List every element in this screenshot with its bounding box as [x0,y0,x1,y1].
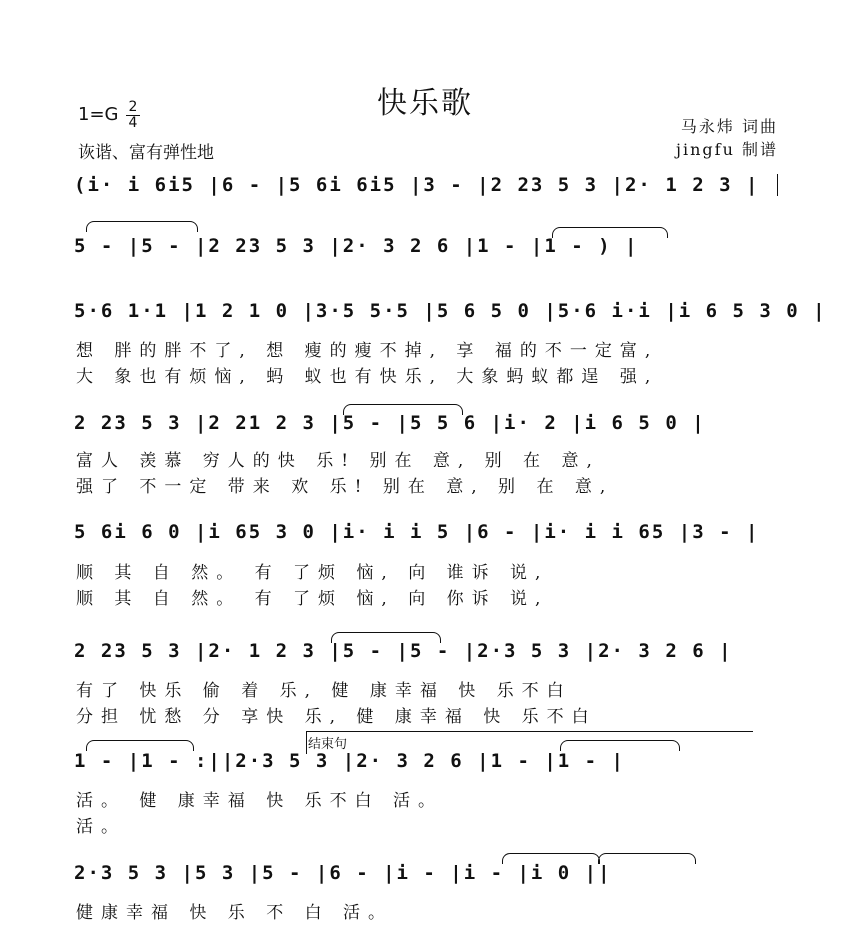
notation-line: 5·6 1·1 |1 2 1 0 |3·5 5·5 |5 6 5 0 |5·6 i·i |i 6 5 3 0 | [74,300,827,322]
lyric-line: 大 象也有烦恼, 蚂 蚁也有快乐, 大象蚂蚁都逞 强, [76,367,659,387]
lyric-line: 富人 羡慕 穷人的快 乐! 别在 意, 别 在 意, [76,451,600,471]
notation-line: 5 6i 6 0 |i 65 3 0 |i· i i 5 |6 - |i· i i 65 |3 - | [74,521,760,543]
bar-line [777,174,778,196]
tie-mark [598,853,696,864]
lyric-line: 强了 不一定 带来 欢 乐! 别在 意, 别 在 意, [76,477,614,497]
lyric-line: 健康幸福 快 乐 不 白 活。 [76,903,394,923]
lyric-line: 活。 健 康幸福 快 乐不白 活。 [76,791,444,811]
time-signature [126,100,140,131]
notation-line: 2 23 5 3 |2 21 2 3 |5 - |5 5 6 |i· 2 |i 6 5 0 | [74,412,706,434]
notation-line: (i· i 6i5 |6 - |5 6i 6i5 |3 - |2 23 5 3 |2· 1 2 3 | [74,174,760,196]
lyric-line: 顺 其 自 然。 有 了烦 恼, 向 谁诉 说, [76,563,549,583]
credit-words: 马永炜 词曲 [680,117,778,136]
meter-numerator: 2 [126,100,140,116]
meter-denominator: 4 [128,115,138,131]
lyric-line: 活。 [76,817,126,837]
tempo-marking: 诙谐、富有弹性地 [78,143,214,163]
lyric-line: 分担 忧愁 分 享快 乐, 健 康幸福 快 乐不白 [76,707,597,727]
lyric-line: 想 胖的胖不了, 想 瘦的瘦不掉, 享 福的不一定富, [76,341,659,361]
song-title: 快乐歌 [377,86,473,121]
lyric-line: 顺 其 自 然。 有 了烦 恼, 向 你诉 说, [76,589,549,609]
notation-line: 2·3 5 3 |5 3 |5 - |6 - |i - |i - |i 0 || [74,862,612,884]
lyric-line: 有了 快乐 偷 着 乐, 健 康幸福 快 乐不白 [76,681,572,701]
tie-mark [86,221,198,232]
ending-label: 结束句 [308,737,348,752]
notation-line: 5 - |5 - |2 23 5 3 |2· 3 2 6 |1 - |1 - ) | [74,235,639,257]
credit-score: jingfu 制谱 [676,140,778,159]
notation-line: 1 - |1 - :||2·3 5 3 |2· 3 2 6 |1 - |1 - | [74,750,625,772]
notation-line: 2 23 5 3 |2· 1 2 3 |5 - |5 - |2·3 5 3 |2· 3 2 6 | [74,640,733,662]
key-signature: 1=G [78,104,119,125]
